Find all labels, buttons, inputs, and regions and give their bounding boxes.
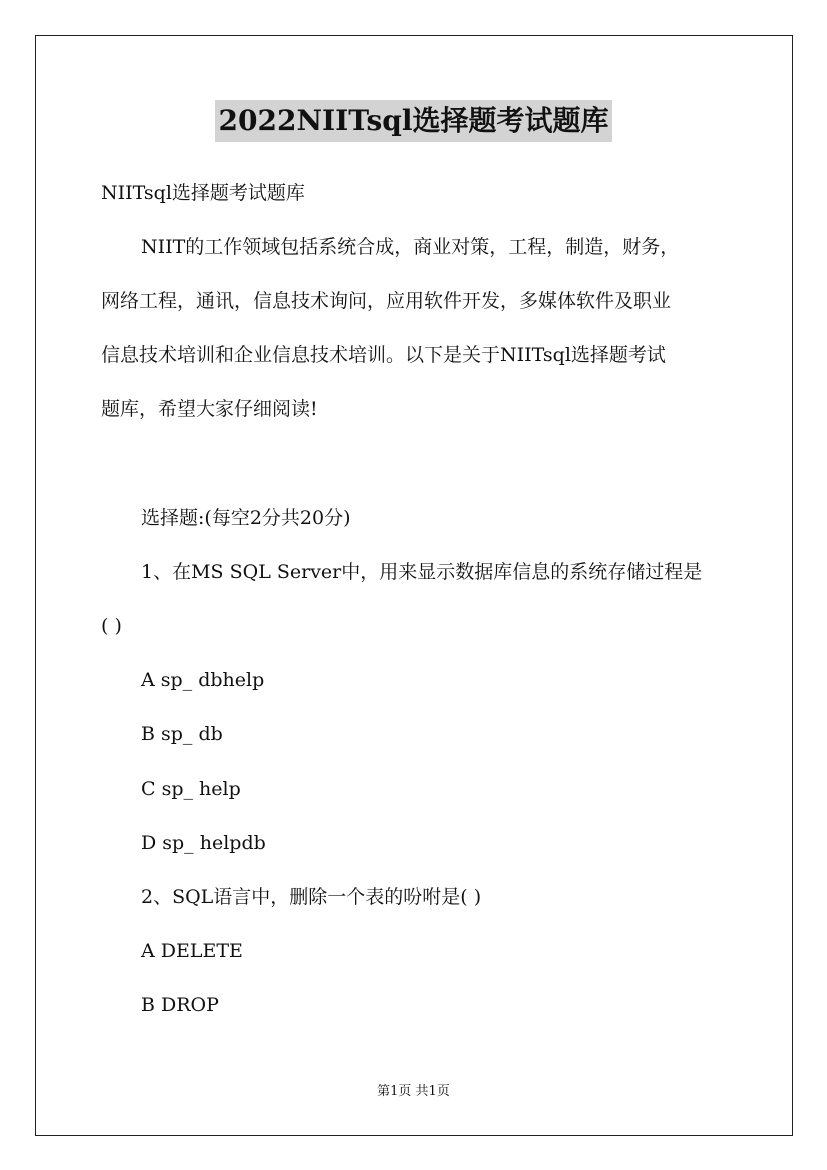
question-2-stem: 2、SQL语言中，删除一个表的吩咐是( ) [141, 886, 482, 908]
question-2-option-a: A DELETE [141, 940, 243, 962]
intro-line-1: NIIT的工作领域包括系统合成，商业对策，工程，制造，财务， [141, 236, 680, 258]
question-1-stem: 1、在MS SQL Server中，用来显示数据库信息的系统存储过程是 [141, 561, 703, 583]
question-2-option-b: B DROP [141, 994, 219, 1016]
question-1-stem-cont: ( ) [101, 615, 122, 637]
question-1-option-d: D sp_ helpdb [141, 832, 266, 854]
intro-line-2: 网络工程，通讯，信息技术询问，应用软件开发，多媒体软件及职业 [101, 290, 672, 312]
intro-line-4: 题库，希望大家仔细阅读! [101, 398, 318, 420]
question-1-option-a: A sp_ dbhelp [141, 669, 265, 691]
document-title-wrap [0, 100, 827, 142]
document-subtitle: NIITsql选择题考试题库 [101, 182, 305, 204]
section-heading: 选择题:(每空2分共20分) [141, 507, 351, 529]
question-1-option-c: C sp_ help [141, 778, 241, 800]
intro-line-3: 信息技术培训和企业信息技术培训。以下是关于NIITsql选择题考试 [101, 344, 666, 366]
page-footer: 第1页 共1页 [377, 1084, 450, 1099]
question-1-option-b: B sp_ db [141, 723, 223, 745]
document-title: 2022NIITsql选择题考试题库 [215, 100, 613, 142]
